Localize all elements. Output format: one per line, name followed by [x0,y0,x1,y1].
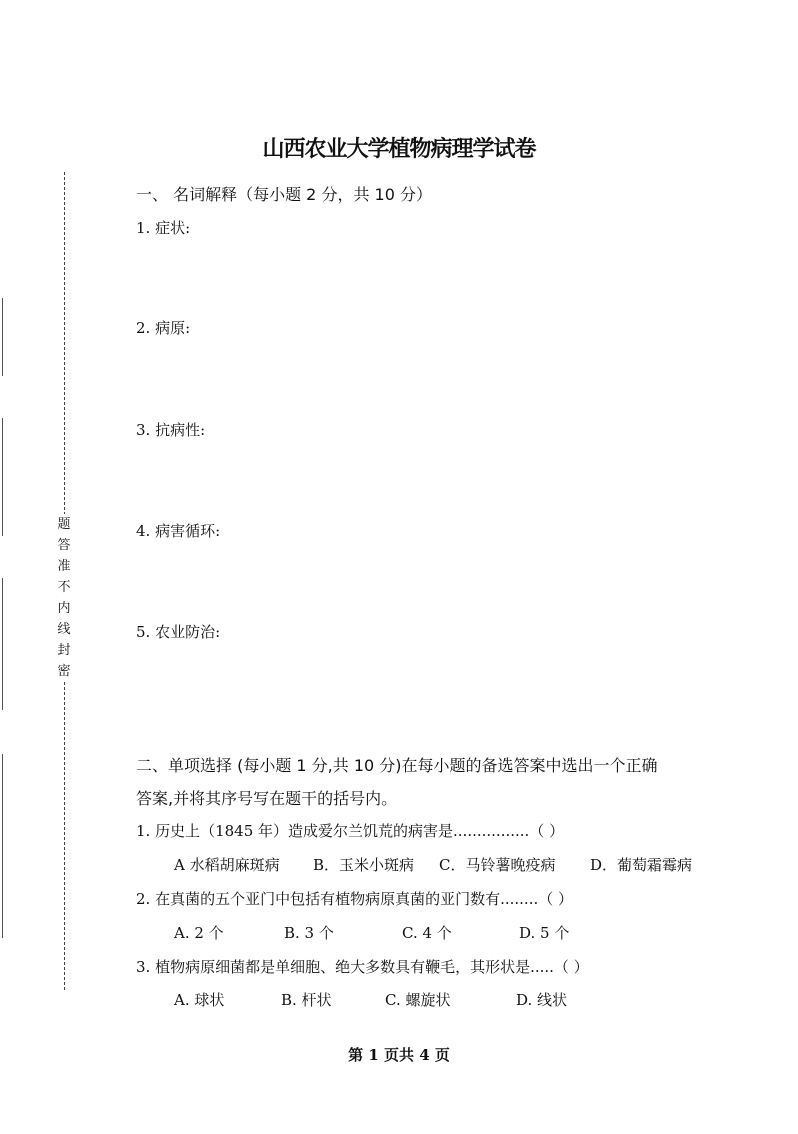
question-option: C．马铃薯晚疫病 [439,856,556,874]
section2-heading-cont: 答案,并将其序号写在题干的括号内。 [136,789,398,808]
binding-bar [2,578,3,710]
question-option: B．玉米小斑病 [313,856,415,874]
question-option: B. 杆状 [281,991,332,1009]
question-option: A. 球状 [174,991,225,1009]
seal-char: 不 [57,580,71,595]
question-option: A. 2 个 [174,924,224,942]
question-stem: 2. 在真菌的五个亚门中包括有植物病原真菌的亚门数有........（ ） [136,890,573,908]
seal-line-text [54,514,74,682]
page-number: 第 1 页共 4 页 [348,1046,450,1064]
term-item: 2. 病原: [136,319,191,337]
term-item: 3. 抗病性: [136,421,206,439]
seal-char: 封 [57,643,71,658]
question-option: C. 4 个 [402,924,452,942]
binding-bar [2,418,3,536]
question-option: D. 线状 [516,991,568,1009]
seal-char: 题 [57,517,71,532]
seal-char: 内 [57,601,71,616]
seal-char: 密 [57,664,71,679]
question-option: A 水稻胡麻斑病 [174,856,280,874]
section2-heading: 二、单项选择 (每小题 1 分,共 10 分)在每小题的备选答案中选出一个正确 [136,756,658,775]
section1-heading: 一、 名词解释（每小题 2 分，共 10 分） [136,185,432,204]
question-option: B. 3 个 [284,924,334,942]
binding-bar [2,754,3,938]
exam-title: 山西农业大学植物病理学试卷 [262,137,536,162]
binding-bar [2,298,3,376]
question-option: D．葡萄霜霉病 [590,856,693,874]
term-item: 5. 农业防治: [136,623,221,641]
term-item: 4. 病害循环: [136,522,221,540]
seal-char: 答 [57,538,71,553]
term-item: 1. 症状: [136,219,191,237]
question-option: D. 5 个 [519,924,570,942]
question-option: C. 螺旋状 [385,991,451,1009]
seal-char: 线 [57,622,71,637]
question-stem: 1. 历史上（1845 年）造成爱尔兰饥荒的病害是................（ ） [136,822,565,840]
seal-char: 准 [57,559,71,574]
question-stem: 3. 植物病原细菌都是单细胞、绝大多数具有鞭毛，其形状是.....（ ） [136,958,589,976]
